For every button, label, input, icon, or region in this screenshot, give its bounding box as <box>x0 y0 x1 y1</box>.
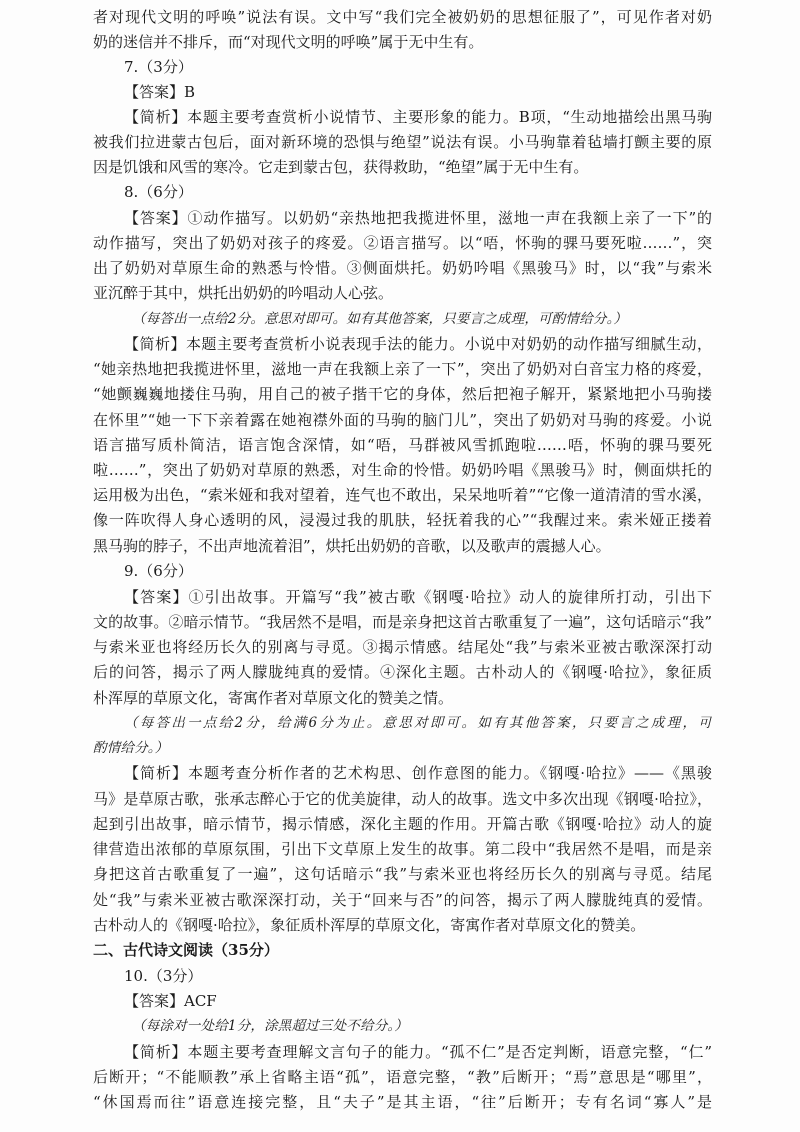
text-line-21: 像一阵吹得人身心透明的风，浸漫过我的肌肤，轻抚着我的心”“我醒过来。索米娅正搂着 <box>93 511 712 529</box>
scoring-note-10: （每涂对一处给1分，涂黑超过三处不给分。） <box>132 1018 409 1034</box>
text-line-24: 【答案】①引出故事。开篇写“我”被古歌《钢嘎·哈拉》动人的旋律所打动，引出下 <box>124 588 712 606</box>
text-line-31: 【简析】本题考查分析作者的艺术构思、创作意图的能力。《钢嘎·哈拉》——《黑骏 <box>124 764 712 782</box>
text-line-9: 【答案】①动作描写。以奶奶“亲热地把我揽进怀里，滋地一声在我额上亲了一下”的 <box>124 209 712 227</box>
text-line-14: 【简析】本题主要考查赏析小说表现手法的能力。小说中对奶奶的动作描写细腻生动， <box>124 335 712 353</box>
text-line-35: 身把这首古歌重复了一遍”，这句话暗示“我”与索米亚也将经历长久的别离与寻觅。结尾 <box>93 865 712 883</box>
text-line-43: 后断开；“不能顺教”承上省略主语“孤”，语意完整，“教”后断开；“焉”意思是“哪里”， <box>93 1068 712 1086</box>
question-10-heading: 10.（3分） <box>124 967 203 985</box>
scoring-note-8: （每答出一点给2分。意思对即可。如有其他答案，只要言之成理，可酌情给分。） <box>132 311 628 327</box>
scoring-note-9: （每答出一点给2分，给满6分为止。意思对即可。如有其他答案，只要言之成理，可 <box>124 715 712 731</box>
text-line-17: 在怀里”“她一下下亲着露在她袍襟外面的马驹的脑门儿”，突出了奶奶对马驹的疼爱。小说 <box>93 411 712 429</box>
text-line-42: 【简析】本题主要考查理解文言句子的能力。“孤不仁”是否定判断，语意完整，“仁” <box>124 1043 712 1061</box>
question-7-heading: 7.（3分） <box>124 58 193 76</box>
text-line-18: 语言描写质朴简洁，语言饱含深情，如“唔，马群被风雪抓跑啦……唔，怀驹的骒马要死 <box>93 436 712 454</box>
text-line-22: 黑马驹的脖子，不出声地流着泪”，烘托出奶奶的音歌，以及歌声的震撼人心。 <box>93 537 611 555</box>
text-line-11: 出了奶奶对草原生命的熟悉与怜惜。③侧面烘托。奶奶吟唱《黑骏马》时，以“我”与索米 <box>93 259 712 277</box>
text-line-6: 被我们拉进蒙古包后，面对新环境的恐惧与绝望”说法有误。小马驹靠着毡墙打颤主要的原 <box>93 133 712 151</box>
text-line-37: 古朴动人的《钢嘎·哈拉》，象征质朴浑厚的草原文化，寄寓作者对草原文化的赞美。 <box>93 916 646 934</box>
text-line-26: 与索米亚也将经历长久的别离与寻觅。③揭示情感。结尾处“我”与索米亚被古歌深深打动 <box>93 638 712 656</box>
text-line-36: 处“我”与索米亚被古歌深深打动，关于“回来与否”的问答，揭示了两人朦胧纯真的爱情。 <box>93 891 712 909</box>
question-10-answer: 【答案】ACF <box>124 992 217 1010</box>
text-line-27: 后的问答，揭示了两人朦胧纯真的爱情。④深化主题。古朴动人的《钢嘎·哈拉》，象征质 <box>93 663 712 681</box>
text-line-20: 运用极为出色，“索米娅和我对望着，连气也不敢出，呆呆地听着”“它像一道清清的雪水溪， <box>93 486 712 504</box>
text-line-1: 者对现代文明的呼唤”说法有误。文中写“我们完全被奶奶的思想征服了”，可见作者对奶 <box>93 8 712 26</box>
text-line-15: “她亲热地把我揽进怀里，滋地一声在我额上亲了一下”，突出了奶奶对白音宝力格的疼爱， <box>93 360 712 378</box>
question-7-answer: 【答案】B <box>124 83 196 101</box>
text-line-25: 文的故事。②暗示情节。“我居然不是唱，而是亲身把这首古歌重复了一遍”，这句话暗示“我” <box>93 613 712 631</box>
text-line-33: 起到引出故事，暗示情节，揭示情感，深化主题的作用。开篇古歌《钢嘎·哈拉》动人的旋 <box>93 815 712 833</box>
text-line-10: 动作描写，突出了奶奶对孩子的疼爱。②语言描写。以“唔，怀驹的骒马要死啦……”，突 <box>93 234 712 252</box>
text-line-28: 朴浑厚的草原文化，寄寓作者对草原文化的赞美之情。 <box>93 689 454 707</box>
section-heading-classical: 二、古代诗文阅读（35分） <box>93 941 279 959</box>
question-9-heading: 9.（6分） <box>124 562 193 580</box>
scoring-note-9-cont: 酌情给分。） <box>93 740 169 756</box>
text-line-19: 啦……”，突出了奶奶对草原的熟悉，对生命的怜惜。奶奶吟唱《黑骏马》时，侧面烘托的 <box>93 461 712 479</box>
text-line-32: 马》是草原古歌，张承志醉心于它的优美旋律，动人的故事。选文中多次出现《钢嘎·哈拉》， <box>93 790 712 808</box>
text-line-2: 奶的迷信并不排斥，而“对现代文明的呼唤”属于无中生有。 <box>93 33 484 51</box>
text-line-16: “她颤巍巍地搂住马驹，用自己的被子揩干它的身体，然后把袍子解开，紧紧地把小马驹搂 <box>93 385 712 403</box>
text-line-44: “休国焉而往”语意连接完整，且“夫子”是其主语，“往”后断开；专有名词“寡人”是 <box>93 1093 712 1111</box>
text-line-5: 【简析】本题主要考查赏析小说情节、主要形象的能力。B项，“生动地描绘出黑马驹 <box>124 108 712 126</box>
text-line-12: 亚沉醉于其中，烘托出奶奶的吟唱动人心弦。 <box>93 284 394 302</box>
question-8-heading: 8.（6分） <box>124 183 193 201</box>
text-line-34: 律营造出浓郁的草原氛围，引出下文草原上发生的故事。第二段中“我居然不是唱，而是亲 <box>93 840 712 858</box>
text-line-7: 因是饥饿和风雪的寒冷。它走到蒙古包，获得救助，“绝望”属于无中生有。 <box>93 158 589 176</box>
